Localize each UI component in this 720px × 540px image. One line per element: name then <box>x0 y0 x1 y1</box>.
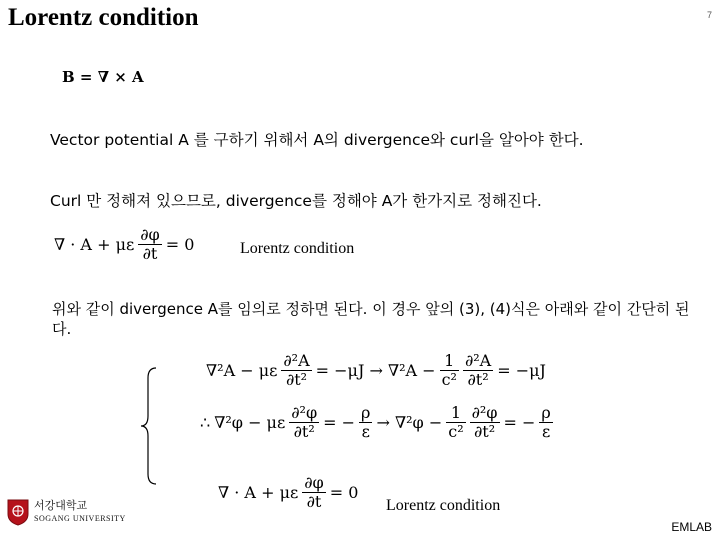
lorentz-eq-left: ∇ · A + με <box>54 234 135 254</box>
eq2-frac-a-den: ∂t² <box>293 421 315 441</box>
left-brace <box>138 366 158 486</box>
explanation-paragraph: 위와 같이 divergence A를 임의로 정하면 된다. 이 경우 앞의 (3), (4)식은 아래와 같이 간단히 된다. <box>52 300 690 338</box>
eq1-frac-b2-den: ∂t² <box>467 369 489 389</box>
eq3-num: ∂φ <box>304 473 324 492</box>
university-emblem-icon <box>6 498 30 526</box>
eq1-frac-b <box>440 352 459 388</box>
curl-line: Curl 만 정해져 있으므로, divergence를 정해야 A가 한가지로 정해진다. <box>50 192 542 210</box>
lorentz-eq-den: ∂t <box>142 243 158 263</box>
eq1-frac-b-num: 1 <box>440 352 459 371</box>
lorentz-equation <box>52 226 196 262</box>
eq1-frac-a-num: ∂²A <box>283 351 310 370</box>
lorentz-eq-right: = 0 <box>165 234 195 254</box>
logo-korean: 서강대학교 <box>34 499 88 512</box>
eq2-arrow: → ∇²φ − <box>376 412 443 432</box>
eq1-frac-b-den: c² <box>441 369 457 389</box>
page-number: 7 <box>706 10 712 20</box>
eq2-frac-r2 <box>539 404 552 440</box>
eq1-end: = −μJ <box>497 360 546 380</box>
equation-b-curl-a: B = ∇ × A <box>62 68 144 86</box>
eq2-frac-r2-num: ρ <box>541 403 551 422</box>
footer-emlab: EMLAB <box>671 520 712 534</box>
eq2-frac-a <box>289 404 319 440</box>
eq2-frac-b <box>446 404 465 440</box>
eq1-frac-b2-num: ∂²A <box>464 351 492 370</box>
eq2-term-a: ∇²φ − με <box>214 412 286 432</box>
eq2-frac-r2-den: ε <box>541 421 551 441</box>
logo-text <box>34 499 126 525</box>
lorentz-label: Lorentz condition <box>240 240 355 257</box>
eq3-den: ∂t <box>306 491 322 511</box>
lorentz-eq-fraction <box>138 226 161 262</box>
eq1-mid: = −μJ → ∇²A − <box>315 360 436 380</box>
therefore-symbol: ∴ <box>200 412 211 432</box>
wave-equation-a <box>204 352 548 388</box>
eq1-frac-b2 <box>463 352 493 388</box>
eq2-frac-b2-den: ∂t² <box>473 421 496 441</box>
eq2-frac-r1-num: ρ <box>361 403 371 422</box>
eq1-frac-a <box>281 352 311 388</box>
eq2-frac-b-num: 1 <box>446 404 465 423</box>
eq3-right: = 0 <box>329 482 359 502</box>
eq2-frac-a-num: ∂²φ <box>291 403 318 422</box>
eq2-frac-b2 <box>470 404 500 440</box>
university-logo <box>6 498 126 526</box>
eq2-frac-r1 <box>359 404 372 440</box>
slide-title: Lorentz condition <box>8 4 199 31</box>
eq2-mid2: = − <box>503 412 536 432</box>
wave-equation-phi <box>198 404 555 440</box>
logo-english: SOGANG UNIVERSITY <box>34 514 126 523</box>
lorentz-label-2: Lorentz condition <box>386 497 501 514</box>
eq2-frac-r1-den: ε <box>361 421 370 441</box>
lorentz-equation-2 <box>216 474 360 510</box>
eq3-left: ∇ · A + με <box>218 482 299 502</box>
eq1-frac-a-den: ∂t² <box>285 369 308 389</box>
lorentz-eq-num: ∂φ <box>140 225 160 244</box>
eq1-term-a: ∇²A − με <box>206 360 278 380</box>
eq3-fraction <box>302 474 325 510</box>
eq2-mid: = − <box>323 412 356 432</box>
vector-potential-line: Vector potential A 를 구하기 위해서 A의 divergence와 curl을 알아야 한다. <box>50 131 584 149</box>
eq2-frac-b2-num: ∂²φ <box>471 403 498 422</box>
eq2-frac-b-den: c² <box>448 421 464 441</box>
